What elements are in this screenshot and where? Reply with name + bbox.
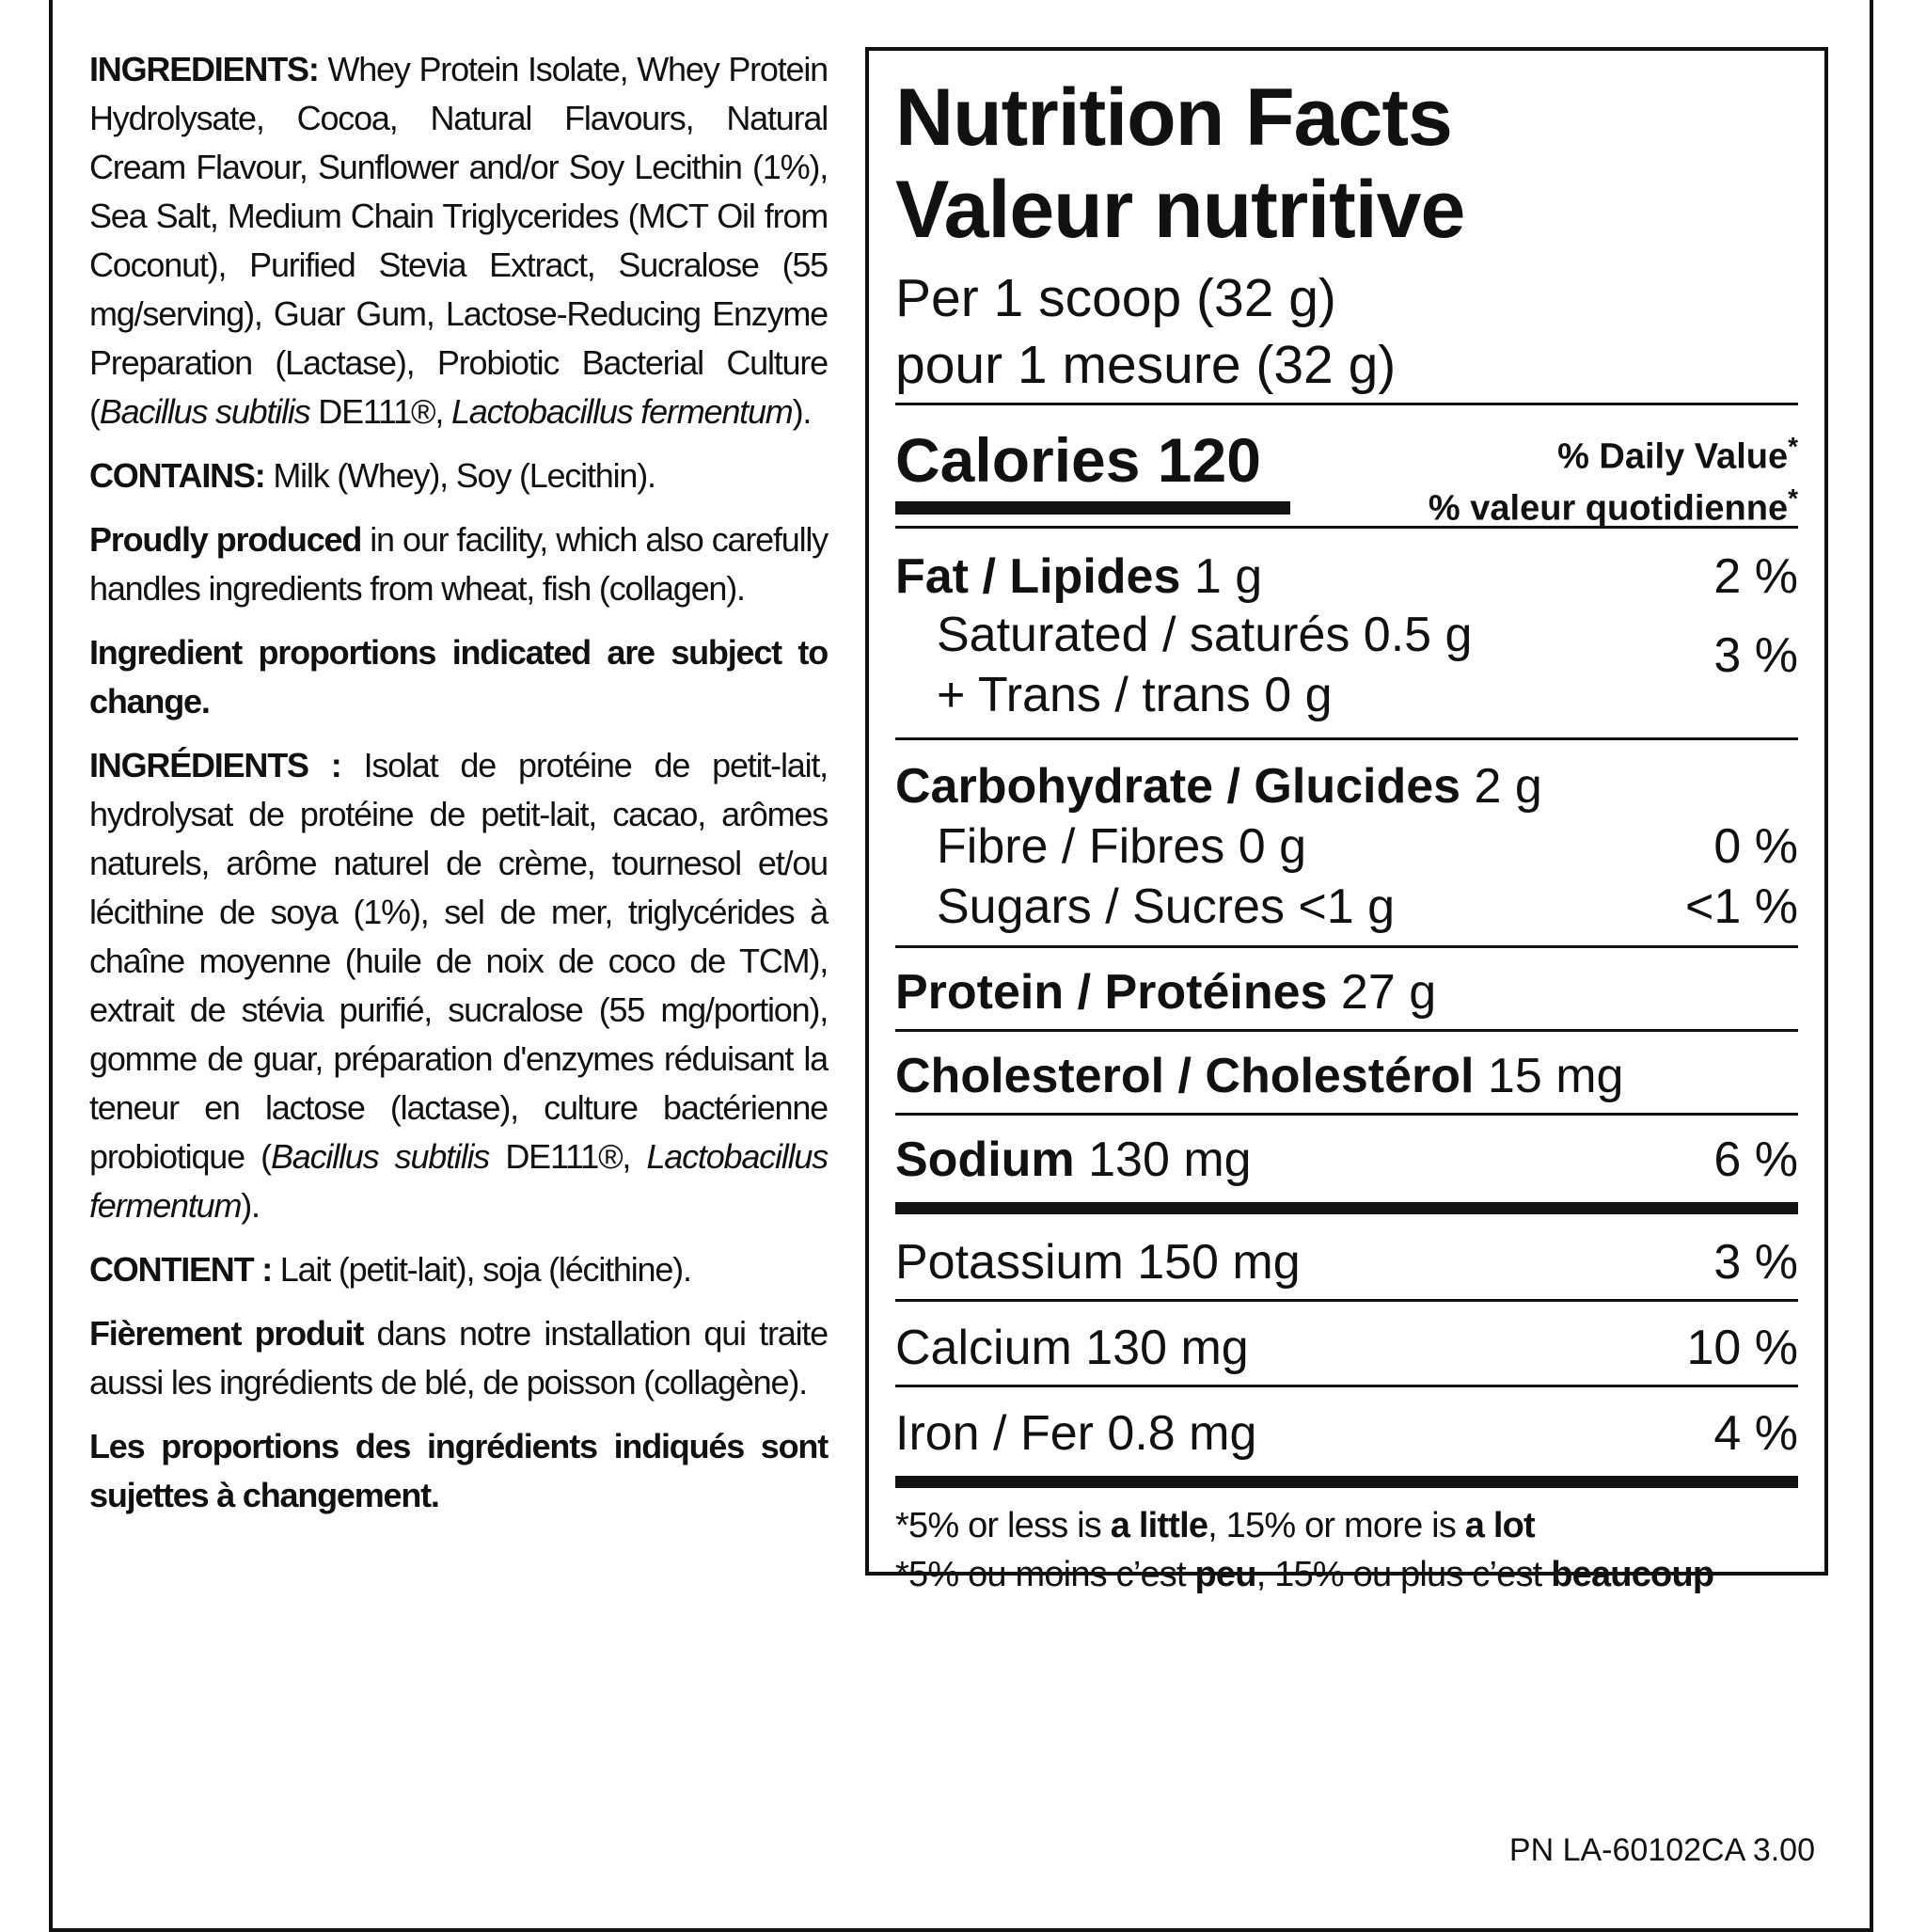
carb-amount: 2 g bbox=[1460, 759, 1542, 814]
footnote-en-c: , 15% or more is bbox=[1208, 1506, 1465, 1545]
sodium-row bbox=[895, 1131, 1798, 1189]
sugars-label: Sugars / Sucres <1 g bbox=[937, 879, 1396, 934]
fibre-pct: 0 % bbox=[1713, 819, 1798, 874]
proportions-fr bbox=[89, 1422, 828, 1520]
saturated-label: Saturated / saturés 0.5 g bbox=[937, 608, 1473, 662]
sugars-row bbox=[895, 878, 1798, 936]
iron-label: Iron / Fer 0.8 mg bbox=[895, 1406, 1257, 1461]
cholesterol-row bbox=[895, 1047, 1798, 1105]
sodium-label: Sodium bbox=[895, 1132, 1075, 1187]
cholesterol-label: Cholesterol / Cholestérol bbox=[895, 1049, 1475, 1103]
contains-en-label: CONTAINS: bbox=[89, 456, 265, 495]
carb-row bbox=[895, 757, 1798, 816]
facility-fr-label: Fièrement produit bbox=[89, 1314, 364, 1353]
ingredients-en-species-2: Lactobacillus fermentum bbox=[450, 392, 793, 431]
nutrition-title bbox=[895, 71, 1798, 256]
sodium-pct: 6 % bbox=[1713, 1132, 1798, 1187]
contains-fr-text: Lait (petit-lait), soja (lécithine). bbox=[271, 1250, 691, 1289]
ingredients-fr-species-2: Lactobacillus fermentum bbox=[89, 1137, 828, 1225]
ingredients-fr-species-1: Bacillus subtilis bbox=[270, 1137, 490, 1176]
footnote-fr-b: peu bbox=[1194, 1555, 1256, 1594]
iron-pct: 4 % bbox=[1713, 1406, 1798, 1461]
ingredients-en-label: INGREDIENTS: bbox=[89, 50, 319, 88]
serving-fr: pour 1 mesure (32 g) bbox=[895, 335, 1397, 395]
dv-star-fr: * bbox=[1788, 483, 1798, 513]
ingredients-fr-text-c: ). bbox=[241, 1186, 260, 1225]
fibre-row bbox=[895, 817, 1798, 876]
part-number: PN LA-60102CA 3.00 bbox=[1508, 1832, 1815, 1868]
proportions-fr-text: Les proportions des ingrédients indiqués sont sujettes à changement. bbox=[89, 1427, 828, 1514]
footnote-fr bbox=[895, 1550, 1798, 1599]
sodium-amount: 130 mg bbox=[1074, 1132, 1252, 1187]
saturated-row bbox=[895, 606, 1798, 664]
ingredients-fr bbox=[89, 741, 828, 1230]
daily-value-header bbox=[1429, 426, 1798, 529]
contains-fr-label: CONTIENT : bbox=[89, 1250, 272, 1289]
saturated-trans-pct: 3 % bbox=[1713, 628, 1798, 683]
serving-en: Per 1 scoop (32 g) bbox=[895, 268, 1336, 328]
dv-fr: % valeur quotidienne bbox=[1428, 488, 1789, 529]
ingredients-en-text: Whey Protein Isolate, Whey Protein Hydrolysate, Cocoa, Natural Flavours, Natural Cream Flavour, Sunflower and/or Soy Lecithin (1%), Sea Salt, Medium Chain Triglycerides (MCT Oil from Coconut), Purified Stevia Extract, Sucralose (55 mg/serving), Guar Gum, Lactose-Reducing Enzyme Preparation (Lactase), Probiotic Bacterial Culture ( bbox=[89, 50, 828, 431]
iron-row bbox=[895, 1404, 1798, 1463]
footnote-en-b: a little bbox=[1110, 1506, 1208, 1545]
fat-amount: 1 g bbox=[1180, 549, 1263, 604]
protein-label: Protein / Protéines bbox=[895, 965, 1328, 1020]
fat-label: Fat / Lipides bbox=[895, 549, 1181, 604]
nutrition-facts-box bbox=[865, 47, 1828, 1594]
footnote-en-a: *5% or less is bbox=[895, 1506, 1111, 1545]
ingredients-en-text-b: DE111®, bbox=[309, 392, 451, 431]
calories-row bbox=[895, 405, 1798, 529]
dv-star-en: * bbox=[1788, 432, 1798, 461]
footnote-fr-c: , 15% ou plus c’est bbox=[1255, 1555, 1552, 1594]
potassium-pct: 3 % bbox=[1713, 1235, 1798, 1290]
carb-label: Carbohydrate / Glucides bbox=[895, 759, 1461, 814]
serving-size bbox=[895, 265, 1798, 399]
ingredients-column bbox=[89, 45, 828, 1535]
fat-pct: 2 % bbox=[1713, 549, 1798, 604]
facility-en-text: in our facility, which also carefully handles ingredients from wheat, fish (collagen). bbox=[89, 520, 828, 608]
title-fr: Valeur nutritive bbox=[895, 165, 1465, 255]
proportions-en bbox=[89, 628, 828, 726]
calcium-pct: 10 % bbox=[1686, 1321, 1798, 1375]
ingredients-fr-text: Isolat de protéine de petit-lait, hydrolysat de protéine de petit-lait, cacao, arômes naturels, arôme naturel de crème, tournesol et/ou lécithine de soya (1%), sel de mer, triglycérides à chaîne moyenne (huile de noix de coco de TCM), extrait de stévia purifié, sucralose (55 mg/portion), gomme de guar, préparation d'enzymes réduisant la teneur en lactose (lactase), culture bactérienne probiotique ( bbox=[89, 746, 828, 1176]
fibre-label: Fibre / Fibres 0 g bbox=[937, 819, 1307, 874]
calories: Calories 120 bbox=[895, 425, 1261, 495]
calcium-label: Calcium 130 mg bbox=[895, 1321, 1249, 1375]
cholesterol-amount: 15 mg bbox=[1474, 1049, 1624, 1103]
contains-en-text: Milk (Whey), Soy (Lecithin). bbox=[264, 456, 655, 495]
facility-en-label: Proudly produced bbox=[89, 520, 362, 559]
fat-row bbox=[895, 547, 1798, 606]
footnote-en-d: a lot bbox=[1464, 1506, 1535, 1545]
sugars-pct: <1 % bbox=[1685, 879, 1798, 934]
ingredients-en-species-1: Bacillus subtilis bbox=[99, 392, 310, 431]
protein-amount: 27 g bbox=[1327, 965, 1437, 1020]
contains-en bbox=[89, 451, 828, 500]
footnote-en bbox=[895, 1501, 1798, 1550]
facility-fr-text: dans notre installation qui traite aussi les ingrédients de blé, de poisson (collagène). bbox=[89, 1314, 828, 1401]
potassium-label: Potassium 150 mg bbox=[895, 1235, 1301, 1290]
footnote-fr-d: beaucoup bbox=[1551, 1555, 1714, 1594]
thick-divider bbox=[895, 1202, 1798, 1214]
ingredients-fr-text-b: DE111®, bbox=[489, 1137, 647, 1176]
trans-label: + Trans / trans 0 g bbox=[937, 668, 1333, 722]
contains-fr bbox=[89, 1245, 828, 1294]
dv-en: % Daily Value bbox=[1557, 436, 1789, 477]
title-en: Nutrition Facts bbox=[895, 72, 1452, 163]
footnote-fr-a: *5% ou moins c’est bbox=[895, 1555, 1195, 1594]
proportions-en-text: Ingredient proportions indicated are subject to change. bbox=[89, 633, 828, 721]
calories-bar bbox=[895, 501, 1290, 515]
facility-fr bbox=[89, 1309, 828, 1407]
ingredients-fr-label: INGRÉDIENTS : bbox=[89, 746, 341, 784]
protein-row bbox=[895, 963, 1798, 1021]
ingredients-en bbox=[89, 45, 828, 436]
thick-divider bbox=[895, 1476, 1798, 1488]
facility-en bbox=[89, 515, 828, 613]
potassium-row bbox=[895, 1233, 1798, 1291]
calcium-row bbox=[895, 1319, 1798, 1377]
ingredients-en-text-c: ). bbox=[792, 392, 812, 431]
